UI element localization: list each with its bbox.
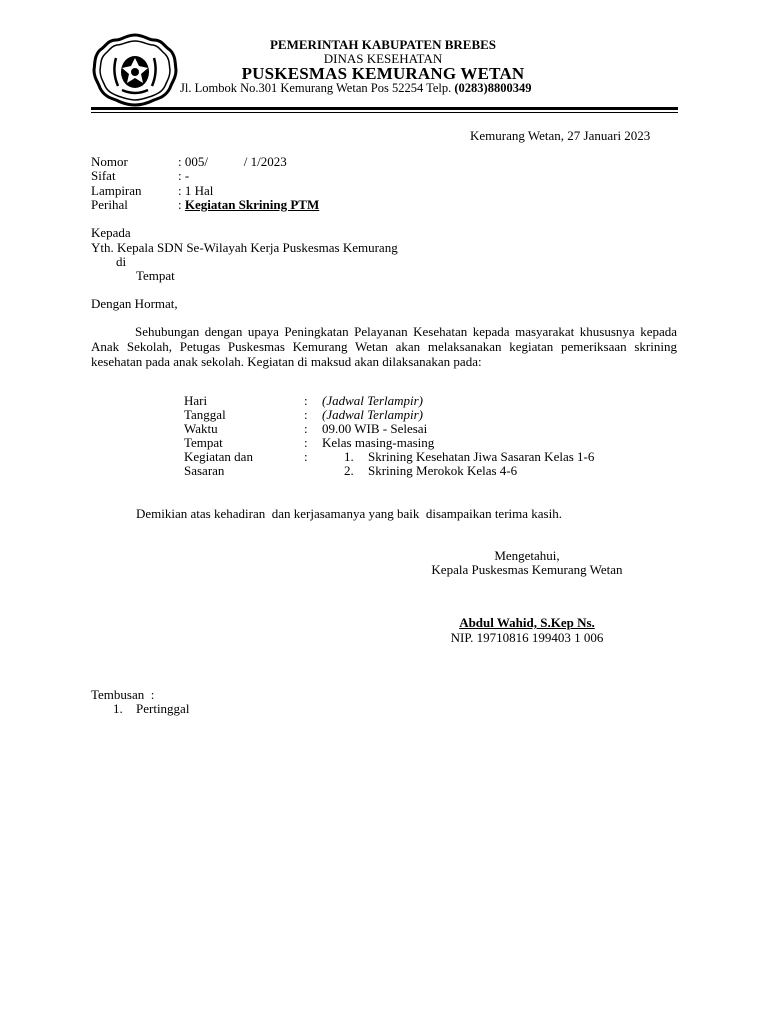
tembusan-item-text: Pertinggal	[136, 701, 190, 716]
schedule-value-hari: (Jadwal Terlampir)	[322, 393, 423, 408]
meta-value-nomor: : 005/ / 1/2023	[178, 154, 287, 169]
perihal-subject: Kegiatan Skrining PTM	[184, 197, 320, 212]
schedule-label-hari: Hari	[184, 393, 208, 408]
signature-mengetahui: Mengetahui,	[494, 548, 560, 563]
meta-value-sifat: : -	[178, 168, 190, 183]
letterhead-department: DINAS KESEHATAN	[323, 51, 443, 66]
letterhead-institution: PUSKESMAS KEMURANG WETAN	[241, 64, 525, 83]
meta-label-sifat: Sifat	[91, 168, 116, 183]
schedule-label-tempat: Tempat	[184, 435, 223, 450]
kegiatan-item-text: Skrining Kesehatan Jiwa Sasaran Kelas 1-6	[368, 449, 595, 464]
recipient-yth: Yth. Kepala SDN Se-Wilayah Kerja Puskesmas Kemurang	[91, 240, 398, 255]
address-text: Jl. Lombok No.301 Kemurang Wetan Pos 52254 Telp.	[180, 81, 452, 95]
signature-name: Abdul Wahid, S.Kep Ns.	[459, 615, 595, 630]
perihal-colon: :	[178, 197, 185, 212]
regency-emblem-icon	[92, 32, 178, 108]
schedule-colon: :	[304, 393, 308, 408]
schedule-value-waktu: 09.00 WIB - Selesai	[322, 421, 428, 436]
letterhead-rule-thin	[91, 112, 678, 113]
schedule-colon: :	[304, 407, 308, 422]
letter-date: Kemurang Wetan, 27 Januari 2023	[470, 128, 651, 143]
schedule-label-kegiatan: Kegiatan dan	[184, 449, 253, 464]
meta-label-nomor: Nomor	[91, 154, 128, 169]
closing-text: Demikian atas kehadiran dan kerjasamanya yang baik disampaikan terima kasih.	[136, 506, 562, 521]
schedule-value-tempat: Kelas masing-masing	[322, 435, 435, 450]
schedule-label-sasaran: Sasaran	[184, 463, 225, 478]
body-paragraph-text: Sehubungan dengan upaya Peningkatan Pelayanan Kesehatan kepada masyarakat khususnya kepada Anak Sekolah, Petugas Puskesmas Kemurang Wetan akan melaksanakan kegiatan pemeriksaan skrining kesehatan pada anak sekolah. Kegiatan di maksud akan dilaksanakan pada:	[91, 324, 677, 369]
tembusan-item-number: 1.	[113, 701, 123, 716]
letterhead-address	[180, 81, 600, 96]
signature-nip: NIP. 19710816 199403 1 006	[450, 630, 604, 645]
letterhead-rule-thick	[91, 107, 678, 110]
schedule-label-waktu: Waktu	[184, 421, 218, 436]
phone-number: (0283)8800349	[454, 81, 532, 95]
kegiatan-item-text: Skrining Merokok Kelas 4-6	[368, 463, 518, 478]
schedule-colon: :	[304, 421, 308, 436]
meta-value-lampiran: : 1 Hal	[178, 183, 214, 198]
kegiatan-item-number: 2.	[344, 463, 354, 478]
recipient-tempat: Tempat	[136, 268, 175, 283]
body-paragraph	[91, 324, 677, 369]
meta-value-perihal	[178, 197, 319, 212]
salutation: Dengan Hormat,	[91, 296, 178, 311]
kegiatan-item-number: 1.	[344, 449, 354, 464]
signature-title: Kepala Puskesmas Kemurang Wetan	[431, 562, 623, 577]
schedule-value-tanggal: (Jadwal Terlampir)	[322, 407, 423, 422]
letterhead-government: PEMERINTAH KABUPATEN BREBES	[269, 37, 497, 52]
schedule-label-tanggal: Tanggal	[184, 407, 226, 422]
recipient-kepada: Kepada	[91, 225, 131, 240]
schedule-colon: :	[304, 449, 308, 464]
schedule-colon: :	[304, 435, 308, 450]
meta-label-lampiran: Lampiran	[91, 183, 142, 198]
recipient-di: di	[116, 254, 127, 269]
tembusan-label: Tembusan :	[91, 687, 155, 702]
meta-label-perihal: Perihal	[91, 197, 128, 212]
